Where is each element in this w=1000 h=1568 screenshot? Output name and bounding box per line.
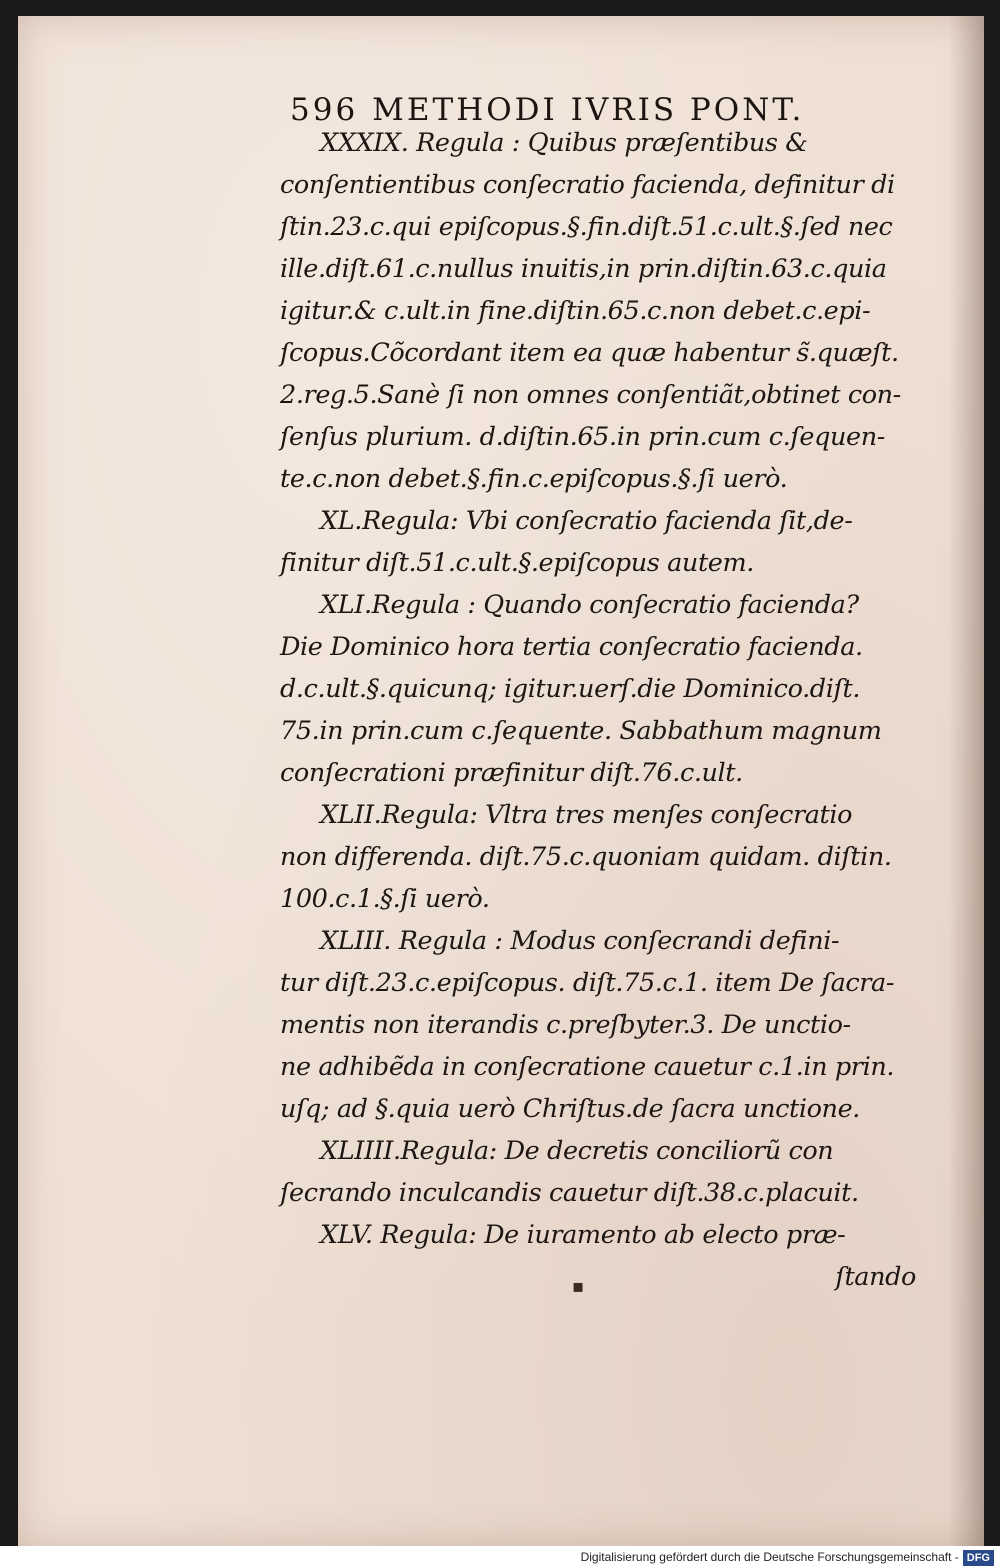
text-line: igitur.& c.ult.in fine.diſtin.65.c.non debet.c.epi-	[280, 296, 871, 326]
text-line: 2.reg.5.Sanè ſi non omnes conſentiãt,obtinet con-	[280, 380, 901, 410]
text-line: finitur diſt.51.c.ult.§.epiſcopus autem.	[280, 548, 754, 578]
text-line: ſenſus plurium. d.diſtin.65.in prin.cum c.ſequen-	[280, 422, 885, 452]
dfg-logo: DFG	[963, 1550, 994, 1566]
text-line: 100.c.1.§.ſi uerò.	[280, 884, 490, 914]
ink-smudge: ▪	[572, 1276, 585, 1297]
text-line: non differenda. diſt.75.c.quoniam quidam. diſtin.	[280, 842, 892, 872]
text-line: mentis non iterandis c.preſbyter.3. De unctio-	[280, 1010, 851, 1040]
text-line: XLIIII.Regula: De decretis conciliorũ con	[320, 1136, 834, 1166]
page-number: 596	[290, 92, 359, 128]
paragraph-rule-43	[280, 920, 920, 1130]
text-line: tur diſt.23.c.epiſcopus. diſt.75.c.1. item De ſacra-	[280, 968, 895, 998]
text-line: uſq; ad §.quia uerò Chriſtus.de ſacra unctione.	[280, 1094, 860, 1124]
paragraph-rule-42	[280, 794, 920, 920]
text-line: XLI.Regula : Quando conſecratio facienda?	[320, 590, 859, 620]
footer-credit: Digitalisierung gefördert durch die Deutsche Forschungsgemeinschaft -	[580, 1550, 959, 1564]
text-line: ſcopus.Cõcordant item ea quæ habentur s̃.quæſt.	[280, 338, 899, 368]
text-line: ſtin.23.c.qui epiſcopus.§.fin.diſt.51.c.ult.§.ſed nec	[280, 212, 893, 242]
text-block	[280, 122, 920, 1298]
paragraph-rule-44	[280, 1130, 920, 1214]
text-line: XLV. Regula: De iuramento ab electo præ-	[320, 1220, 846, 1250]
text-line: XXXIX. Regula : Quibus præſentibus &	[320, 128, 808, 158]
digitization-footer	[0, 1546, 1000, 1568]
text-line: Die Dominico hora tertia conſecratio facienda.	[280, 632, 863, 662]
paragraph-rule-41	[280, 584, 920, 794]
text-line: ille.diſt.61.c.nullus inuitis,in prin.diſtin.63.c.quia	[280, 254, 887, 284]
catchword: ſtando	[835, 1262, 916, 1292]
page-gutter-shadow	[948, 16, 984, 1546]
text-line: te.c.non debet.§.fin.c.epiſcopus.§.ſi uerò.	[280, 464, 788, 494]
text-line: ſecrando inculcandis cauetur diſt.38.c.placuit.	[280, 1178, 859, 1208]
paragraph-rule-39	[280, 122, 920, 500]
paragraph-rule-45	[280, 1214, 920, 1298]
text-line: ne adhibẽda in conſecratione cauetur c.1.in prin.	[280, 1052, 895, 1082]
text-line: d.c.ult.§.quicunq; igitur.uerſ.die Dominico.diſt.	[280, 674, 861, 704]
text-line: conſentientibus conſecratio facienda, definitur di	[280, 170, 895, 200]
text-line: 75.in prin.cum c.ſequente. Sabbathum magnum	[280, 716, 882, 746]
paragraph-rule-40	[280, 500, 920, 584]
text-line: conſecrationi præfinitur diſt.76.c.ult.	[280, 758, 743, 788]
text-line: XLIII. Regula : Modus conſecrandi defini-	[320, 926, 840, 956]
running-head-title: METHODI IVRIS PONT.	[372, 92, 805, 128]
text-line: XL.Regula: Vbi conſecratio facienda ſit,de-	[320, 506, 853, 536]
text-line: XLII.Regula: Vltra tres menſes conſecratio	[320, 800, 853, 830]
